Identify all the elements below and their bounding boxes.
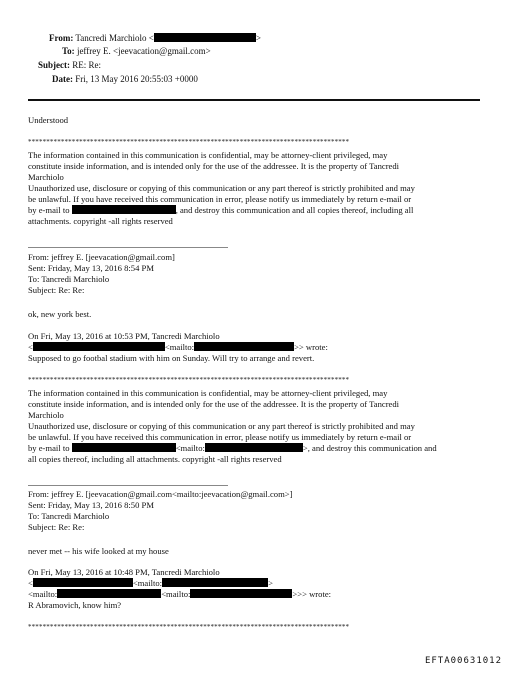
disclaimer-line: all copies thereof, including all attachments. copyright -all rights reserved (28, 454, 282, 464)
header-divider (28, 99, 480, 101)
date-label: Date: (52, 74, 73, 84)
redaction-block (162, 578, 268, 587)
to-value: jeffrey E. <jeevacation@gmail.com> (76, 46, 211, 56)
from-label: From: (49, 33, 74, 43)
quote-address: < <mailto: > (28, 578, 273, 588)
msg-header-sent: Sent: Friday, May 13, 2016 8:50 PM (28, 500, 154, 510)
quote-address: <mailto: <mailto: >>> wrote: (28, 589, 332, 599)
quote-intro: On Fri, May 13, 2016 at 10:48 PM, Tancredi Marchiolo (28, 567, 220, 577)
disclaimer-line: Marchiolo (28, 172, 64, 182)
subject-value: RE: Re: (72, 60, 101, 70)
date-value: Fri, 13 May 2016 20:55:03 +0000 (75, 74, 198, 84)
msg-header-from: From: jeffrey E. [jeevacation@gmail.com<mailto:jeevacation@gmail.com>] (28, 489, 293, 499)
message-body: never met -- his wife looked at my house (28, 546, 169, 556)
msg-header-subject: Subject: Re: Re: (28, 285, 85, 295)
quote-address: < <mailto: >> wrote: (28, 342, 328, 352)
subject-label: Subject: (38, 60, 70, 70)
redaction-block (194, 342, 294, 351)
redaction-block (72, 443, 176, 452)
separator-stars: **************************************************************************************** (28, 376, 350, 384)
msg-header-subject: Subject: Re: Re: (28, 522, 85, 532)
message-body: ok, new york best. (28, 309, 92, 319)
message-separator (28, 247, 228, 248)
disclaimer-line: Unauthorized use, disclosure or copying of this communication or any part thereof is strictly prohibited and may (28, 183, 415, 193)
redaction-block (33, 578, 133, 587)
msg-header-to: To: Tancredi Marchiolo (28, 511, 110, 521)
disclaimer-line: by e-mail to , and destroy this communication and all copies thereof, including all (28, 205, 414, 215)
disclaimer-line: The information contained in this communication is confidential, may be attorney-client privileged, may (28, 388, 388, 398)
message-separator (28, 485, 228, 486)
from-value: Tancredi Marchiolo < (75, 33, 154, 43)
redaction-block (190, 589, 292, 598)
separator-stars: **************************************************************************************** (28, 623, 350, 631)
quote-text: R Abramovich, know him? (28, 600, 122, 610)
msg-header-to: To: Tancredi Marchiolo (28, 274, 110, 284)
msg-header-sent: Sent: Friday, May 13, 2016 8:54 PM (28, 263, 154, 273)
separator-stars: **************************************************************************************** (28, 138, 350, 146)
to-label: To: (62, 46, 75, 56)
disclaimer-line: Unauthorized use, disclosure or copying of this communication or any part thereof is strictly prohibited and may (28, 421, 415, 431)
disclaimer-line: constitute inside information, and is intended only for the use of the addressee. It is the property of Tancredi (28, 399, 400, 409)
redaction-block (33, 342, 165, 351)
disclaimer-line: attachments. copyright -all rights reserved (28, 216, 173, 226)
redaction-block (154, 33, 256, 42)
header-subject (38, 60, 101, 71)
document-id: EFTA00631012 (424, 656, 502, 666)
redaction-block (205, 443, 303, 452)
header-to (62, 46, 211, 57)
header-from: From: Tancredi Marchiolo < > (49, 33, 261, 43)
redaction-block (57, 589, 161, 598)
disclaimer-line: constitute inside information, and is intended only for the use of the addressee. It is the property of Tancredi (28, 161, 400, 171)
header-date (52, 74, 198, 85)
disclaimer-line: The information contained in this communication is confidential, may be attorney-client privileged, may (28, 150, 388, 160)
msg-header-from: From: jeffrey E. [jeevacation@gmail.com] (28, 252, 175, 262)
reply-text: Understood (28, 115, 69, 125)
quote-intro: On Fri, May 13, 2016 at 10:53 PM, Tancredi Marchiolo (28, 331, 220, 341)
disclaimer-line: be unlawful. If you have received this communication in error, please notify us immediately by return e-mail or (28, 194, 412, 204)
quote-text: Supposed to go footbal stadium with him on Sunday. Will try to arrange and revert. (28, 353, 315, 363)
redaction-block (72, 205, 176, 214)
disclaimer-line: by e-mail to <mailto: >, and destroy this communication and (28, 443, 437, 453)
disclaimer-line: Marchiolo (28, 410, 64, 420)
disclaimer-line: be unlawful. If you have received this communication in error, please notify us immediately by return e-mail or (28, 432, 412, 442)
